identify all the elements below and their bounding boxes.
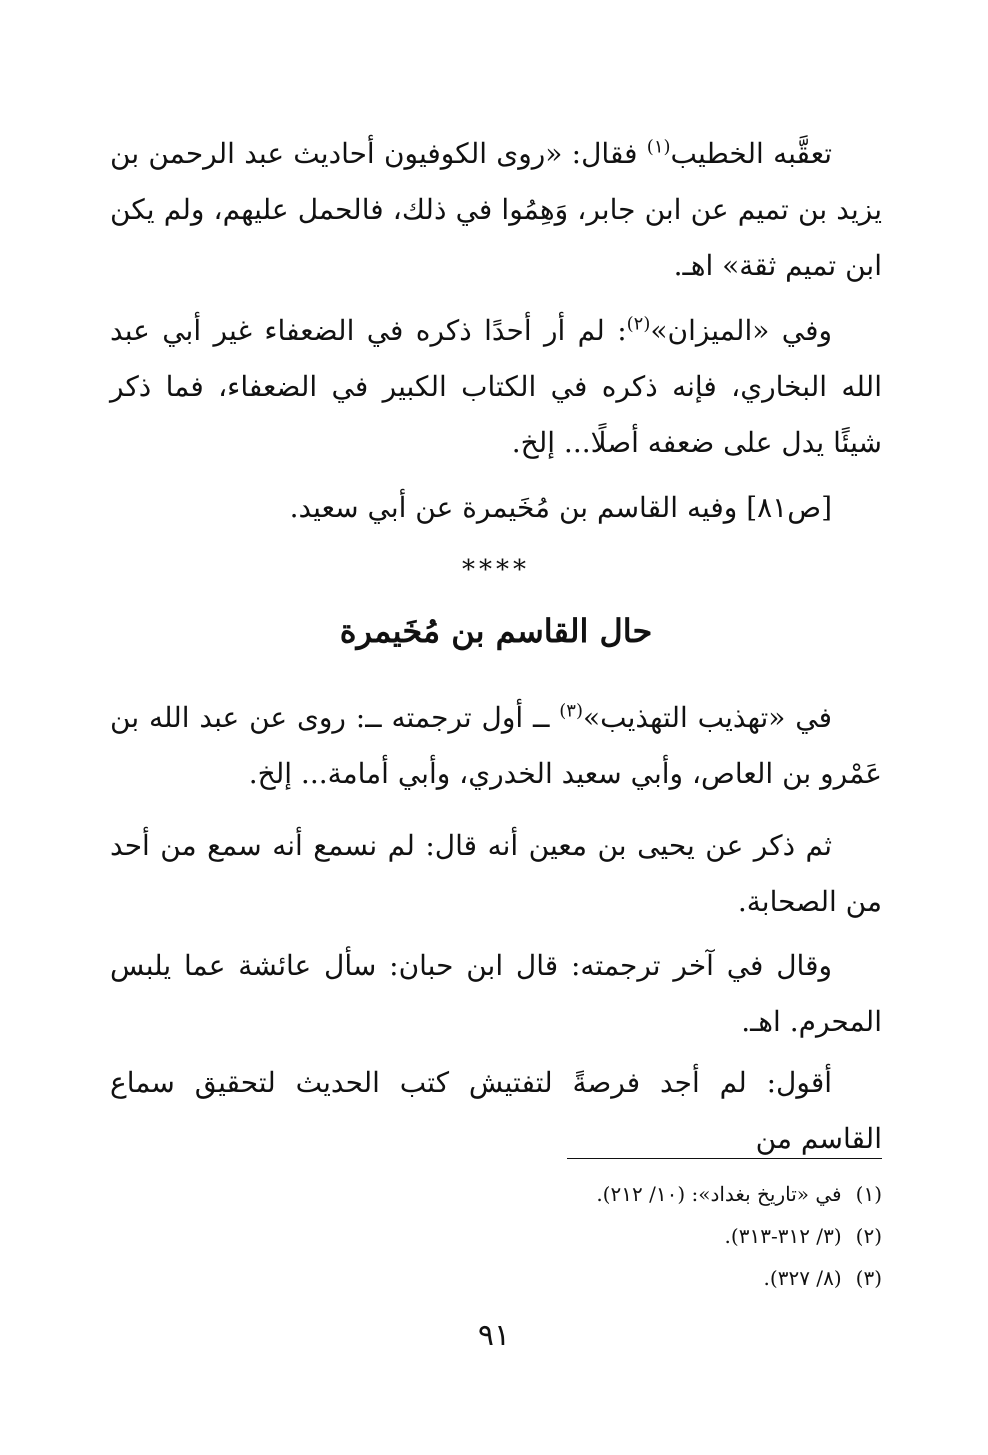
- page-number: ٩١: [477, 1318, 511, 1353]
- paragraph-text: فقال: «روى الكوفيون أحاديث عبد الرحمن بن يزيد بن تميم عن ابن جابر، وَهِمُوا في ذلك، فالحمل عليهم، ولم يكن ابن تميم ثقة» اهـ.: [110, 137, 882, 282]
- section-heading: حال القاسم بن مُخَيمرة: [339, 612, 653, 650]
- footnote-number: (١): [855, 1182, 882, 1206]
- paragraph-page-ref: [110, 480, 882, 536]
- paragraph-text: [ص٨١] وفيه القاسم بن مُخَيمرة عن أبي سعيد.: [289, 491, 832, 524]
- footnote-ref-1[interactable]: (١): [646, 136, 671, 158]
- footnote-number: (٣): [855, 1266, 882, 1290]
- footnote-text: في «تاريخ بغداد»: (١٠/ ٢١٢).: [596, 1182, 842, 1206]
- paragraph-aqul: [110, 1055, 882, 1167]
- footnote-2: [300, 1222, 882, 1250]
- paragraph-text: في «تهذيب التهذيب»: [582, 701, 832, 734]
- paragraph-text: : لم أر أحدًا ذكره في الضعفاء غير أبي عبد الله البخاري، فإنه ذكره في الكتاب الكبير في الضعفاء، فما ذكر شيئًا يدل على ضعفه أصلًا... إلخ.: [110, 314, 882, 459]
- footnote-1: [300, 1180, 882, 1208]
- footnote-3: [300, 1264, 882, 1292]
- paragraph-tahdhib: [110, 690, 882, 802]
- section-separator: ****: [462, 555, 530, 585]
- footnote-ref-2[interactable]: (٢): [626, 313, 651, 335]
- footnote-text: (٨/ ٣٢٧).: [763, 1266, 842, 1290]
- footnote-ref-3[interactable]: (٣): [559, 700, 583, 722]
- paragraph-ibn-hibban: [110, 938, 882, 1050]
- paragraph-khatib: [110, 126, 882, 294]
- footnote-number: (٢): [855, 1224, 882, 1248]
- paragraph-mizan: [110, 303, 882, 471]
- paragraph-text: وفي «الميزان»: [650, 314, 832, 347]
- paragraph-ibn-maeen: [110, 818, 882, 930]
- paragraph-text: أقول: لم أجد فرصةً لتفتيش كتب الحديث لتحقيق سماع القاسم من: [110, 1066, 882, 1155]
- paragraph-text: ــ أول ترجمته ــ: روى عن عبد الله بن عَمْرو بن العاص، وأبي سعيد الخدري، وأبي أمامة... إلخ.: [110, 701, 882, 790]
- paragraph-text: ثم ذكر عن يحيى بن معين أنه قال: لم نسمع أنه سمع من أحد من الصحابة.: [110, 829, 882, 918]
- paragraph-text: وقال في آخر ترجمته: قال ابن حبان: سأل عائشة عما يلبس المحرم. اهـ.: [110, 949, 882, 1038]
- paragraph-text: تعقَّبه الخطيب: [670, 137, 832, 170]
- footnote-divider: [567, 1158, 882, 1159]
- footnote-text: (٣/ ٣١٢-٣١٣).: [724, 1224, 842, 1248]
